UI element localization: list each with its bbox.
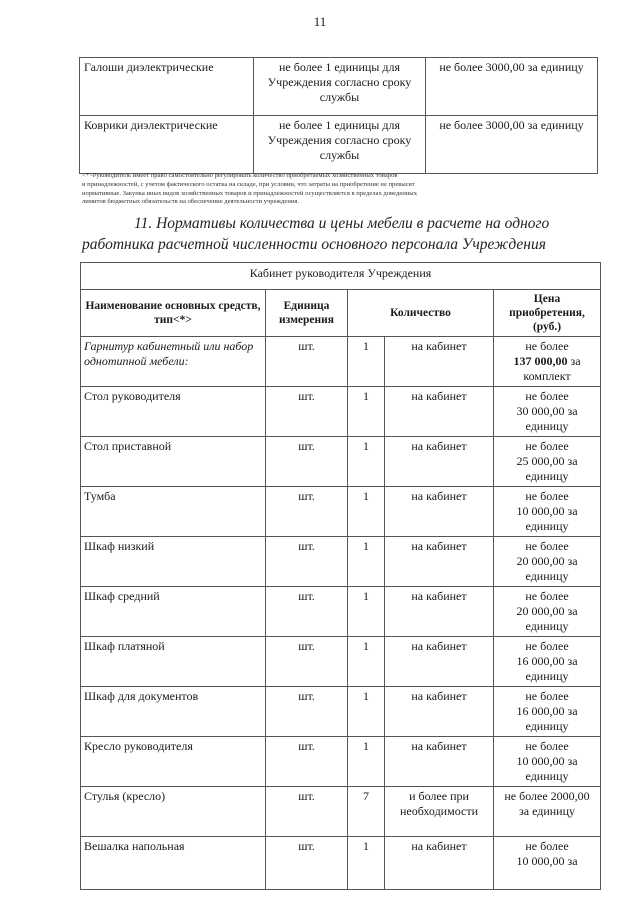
row-quantity: не более 1 единицы для Учреждения согласно сроку службы [254,116,426,174]
price-value: 10 000,00 [516,504,565,518]
row-quantity-note: на кабинет [385,837,494,890]
row-unit: шт. [266,537,348,587]
row-name: Шкаф низкий [81,537,266,587]
header-name: Наименование основных средств, тип<*> [81,290,266,337]
price-prefix: не более [525,489,569,503]
row-quantity-note: и более при необходимости [385,787,494,837]
table-row [81,587,601,637]
price-prefix: не более [525,589,569,603]
price-suffix: за комплект [523,354,581,383]
row-unit: шт. [266,437,348,487]
row-name: Коврики диэлектрические [80,116,254,174]
table-row [81,337,601,387]
footnote-line: лимитов бюджетных обязательств на обеспечение деятельности учреждения. [82,198,300,206]
price-prefix: не более 2000,00 [504,789,590,803]
row-unit: шт. [266,337,348,387]
price-prefix: не более [525,839,569,853]
price-suffix: за единицу [525,504,578,533]
row-price [494,387,601,437]
table-row [81,387,601,437]
row-quantity-note: на кабинет [385,437,494,487]
price-suffix: за единицу [525,554,578,583]
table-row [81,487,601,537]
table-row [81,687,601,737]
row-name: Стол руководителя [81,387,266,437]
footnote [82,172,598,207]
row-unit: шт. [266,637,348,687]
row-price [494,787,601,837]
header-price: Цена приобретения, (руб.) [494,290,601,337]
footnote-line: и принадлежностей, с учетом фактического остатка на складе, при условии, что затраты на приобретение не превысят [82,180,415,188]
row-price [494,537,601,587]
price-value: 20 000,00 [516,554,565,568]
row-name: Галоши диэлектрические [80,58,254,116]
price-value: 30 000,00 [516,404,565,418]
row-name: Вешалка напольная [81,837,266,890]
row-price: не более 3000,00 за единицу [426,116,598,174]
row-price [494,737,601,787]
row-price [494,337,601,387]
table-row [81,837,601,890]
row-price [494,637,601,687]
price-value: 16 000,00 [516,704,565,718]
footnote-line: <*>Руководитель имеет право самостоятельно регулировать количество приобретаемых хозяйственных товаров [82,172,398,179]
price-suffix: за единицу [525,404,578,433]
row-name: Тумба [81,487,266,537]
price-value: 10 000,00 [516,754,565,768]
section-title-line-1: 11. Нормативы количества и цены мебели в расчете на одного [134,215,550,232]
price-value: 20 000,00 [516,604,565,618]
price-value: 16 000,00 [516,654,565,668]
row-name: Шкаф средний [81,587,266,637]
table-row [81,537,601,587]
row-price [494,437,601,487]
row-price [494,837,601,890]
footnote-line: нормативные. Закупка иных видов хозяйственных товаров и принадлежностей осуществляется в пределах доведенных [82,189,418,197]
row-quantity-note: на кабинет [385,637,494,687]
header-unit: Единица измерения [266,290,348,337]
row-price [494,687,601,737]
price-suffix: за [567,854,578,868]
row-quantity-note: на кабинет [385,387,494,437]
price-prefix: не более [525,439,569,453]
row-name: Шкаф для документов [81,687,266,737]
row-quantity: 1 [348,387,385,437]
price-suffix: за единицу [525,454,578,483]
table-row [81,737,601,787]
price-prefix: не более [525,689,569,703]
top-table [79,57,598,174]
furniture-table [80,262,601,890]
row-name: Шкаф платяной [81,637,266,687]
row-quantity: не более 1 единицы для Учреждения согласно сроку службы [254,58,426,116]
row-quantity: 1 [348,837,385,890]
row-unit: шт. [266,687,348,737]
row-price [494,587,601,637]
row-quantity-note: на кабинет [385,487,494,537]
row-unit: шт. [266,587,348,637]
row-quantity: 1 [348,737,385,787]
price-prefix: не более [525,389,569,403]
price-prefix: не более [525,539,569,553]
price-suffix: за единицу [525,604,578,633]
page-number: 11 [313,14,327,29]
price-prefix: не более [525,639,569,653]
row-quantity: 1 [348,637,385,687]
row-unit: шт. [266,737,348,787]
row-quantity-note: на кабинет [385,337,494,387]
section-title [82,213,602,255]
price-value: 10 000,00 [516,854,565,868]
price-suffix: за единицу [519,804,576,818]
row-quantity-note: на кабинет [385,537,494,587]
row-quantity: 1 [348,337,385,387]
row-price: не более 3000,00 за единицу [426,58,598,116]
row-unit: шт. [266,487,348,537]
row-unit: шт. [266,837,348,890]
row-quantity: 7 [348,787,385,837]
price-suffix: за единицу [525,654,578,683]
table-row [81,437,601,487]
price-value: 25 000,00 [516,454,565,468]
row-quantity: 1 [348,587,385,637]
row-quantity-note: на кабинет [385,587,494,637]
header-quantity: Количество [348,290,494,337]
row-quantity: 1 [348,437,385,487]
table-row [81,787,601,837]
row-unit: шт. [266,387,348,437]
section-title-line-2: работника расчетной численности основного персонала Учреждения [82,236,546,253]
row-quantity: 1 [348,537,385,587]
row-quantity: 1 [348,687,385,737]
row-quantity-note: на кабинет [385,737,494,787]
price-prefix: не более [525,339,569,353]
table-row [80,58,598,116]
row-name: Гарнитур кабинетный или набор однотипной мебели: [81,337,266,387]
price-value: 137 000,00 [513,354,568,368]
price-suffix: за единицу [525,704,578,733]
row-unit: шт. [266,787,348,837]
row-quantity: 1 [348,487,385,537]
row-name: Стулья (кресло) [81,787,266,837]
table-row [80,116,598,174]
table-caption: Кабинет руководителя Учреждения [81,263,601,290]
row-quantity-note: на кабинет [385,687,494,737]
price-prefix: не более [525,739,569,753]
row-price [494,487,601,537]
row-name: Стол приставной [81,437,266,487]
row-name: Кресло руководителя [81,737,266,787]
price-suffix: за единицу [525,754,578,783]
table-row [81,637,601,687]
